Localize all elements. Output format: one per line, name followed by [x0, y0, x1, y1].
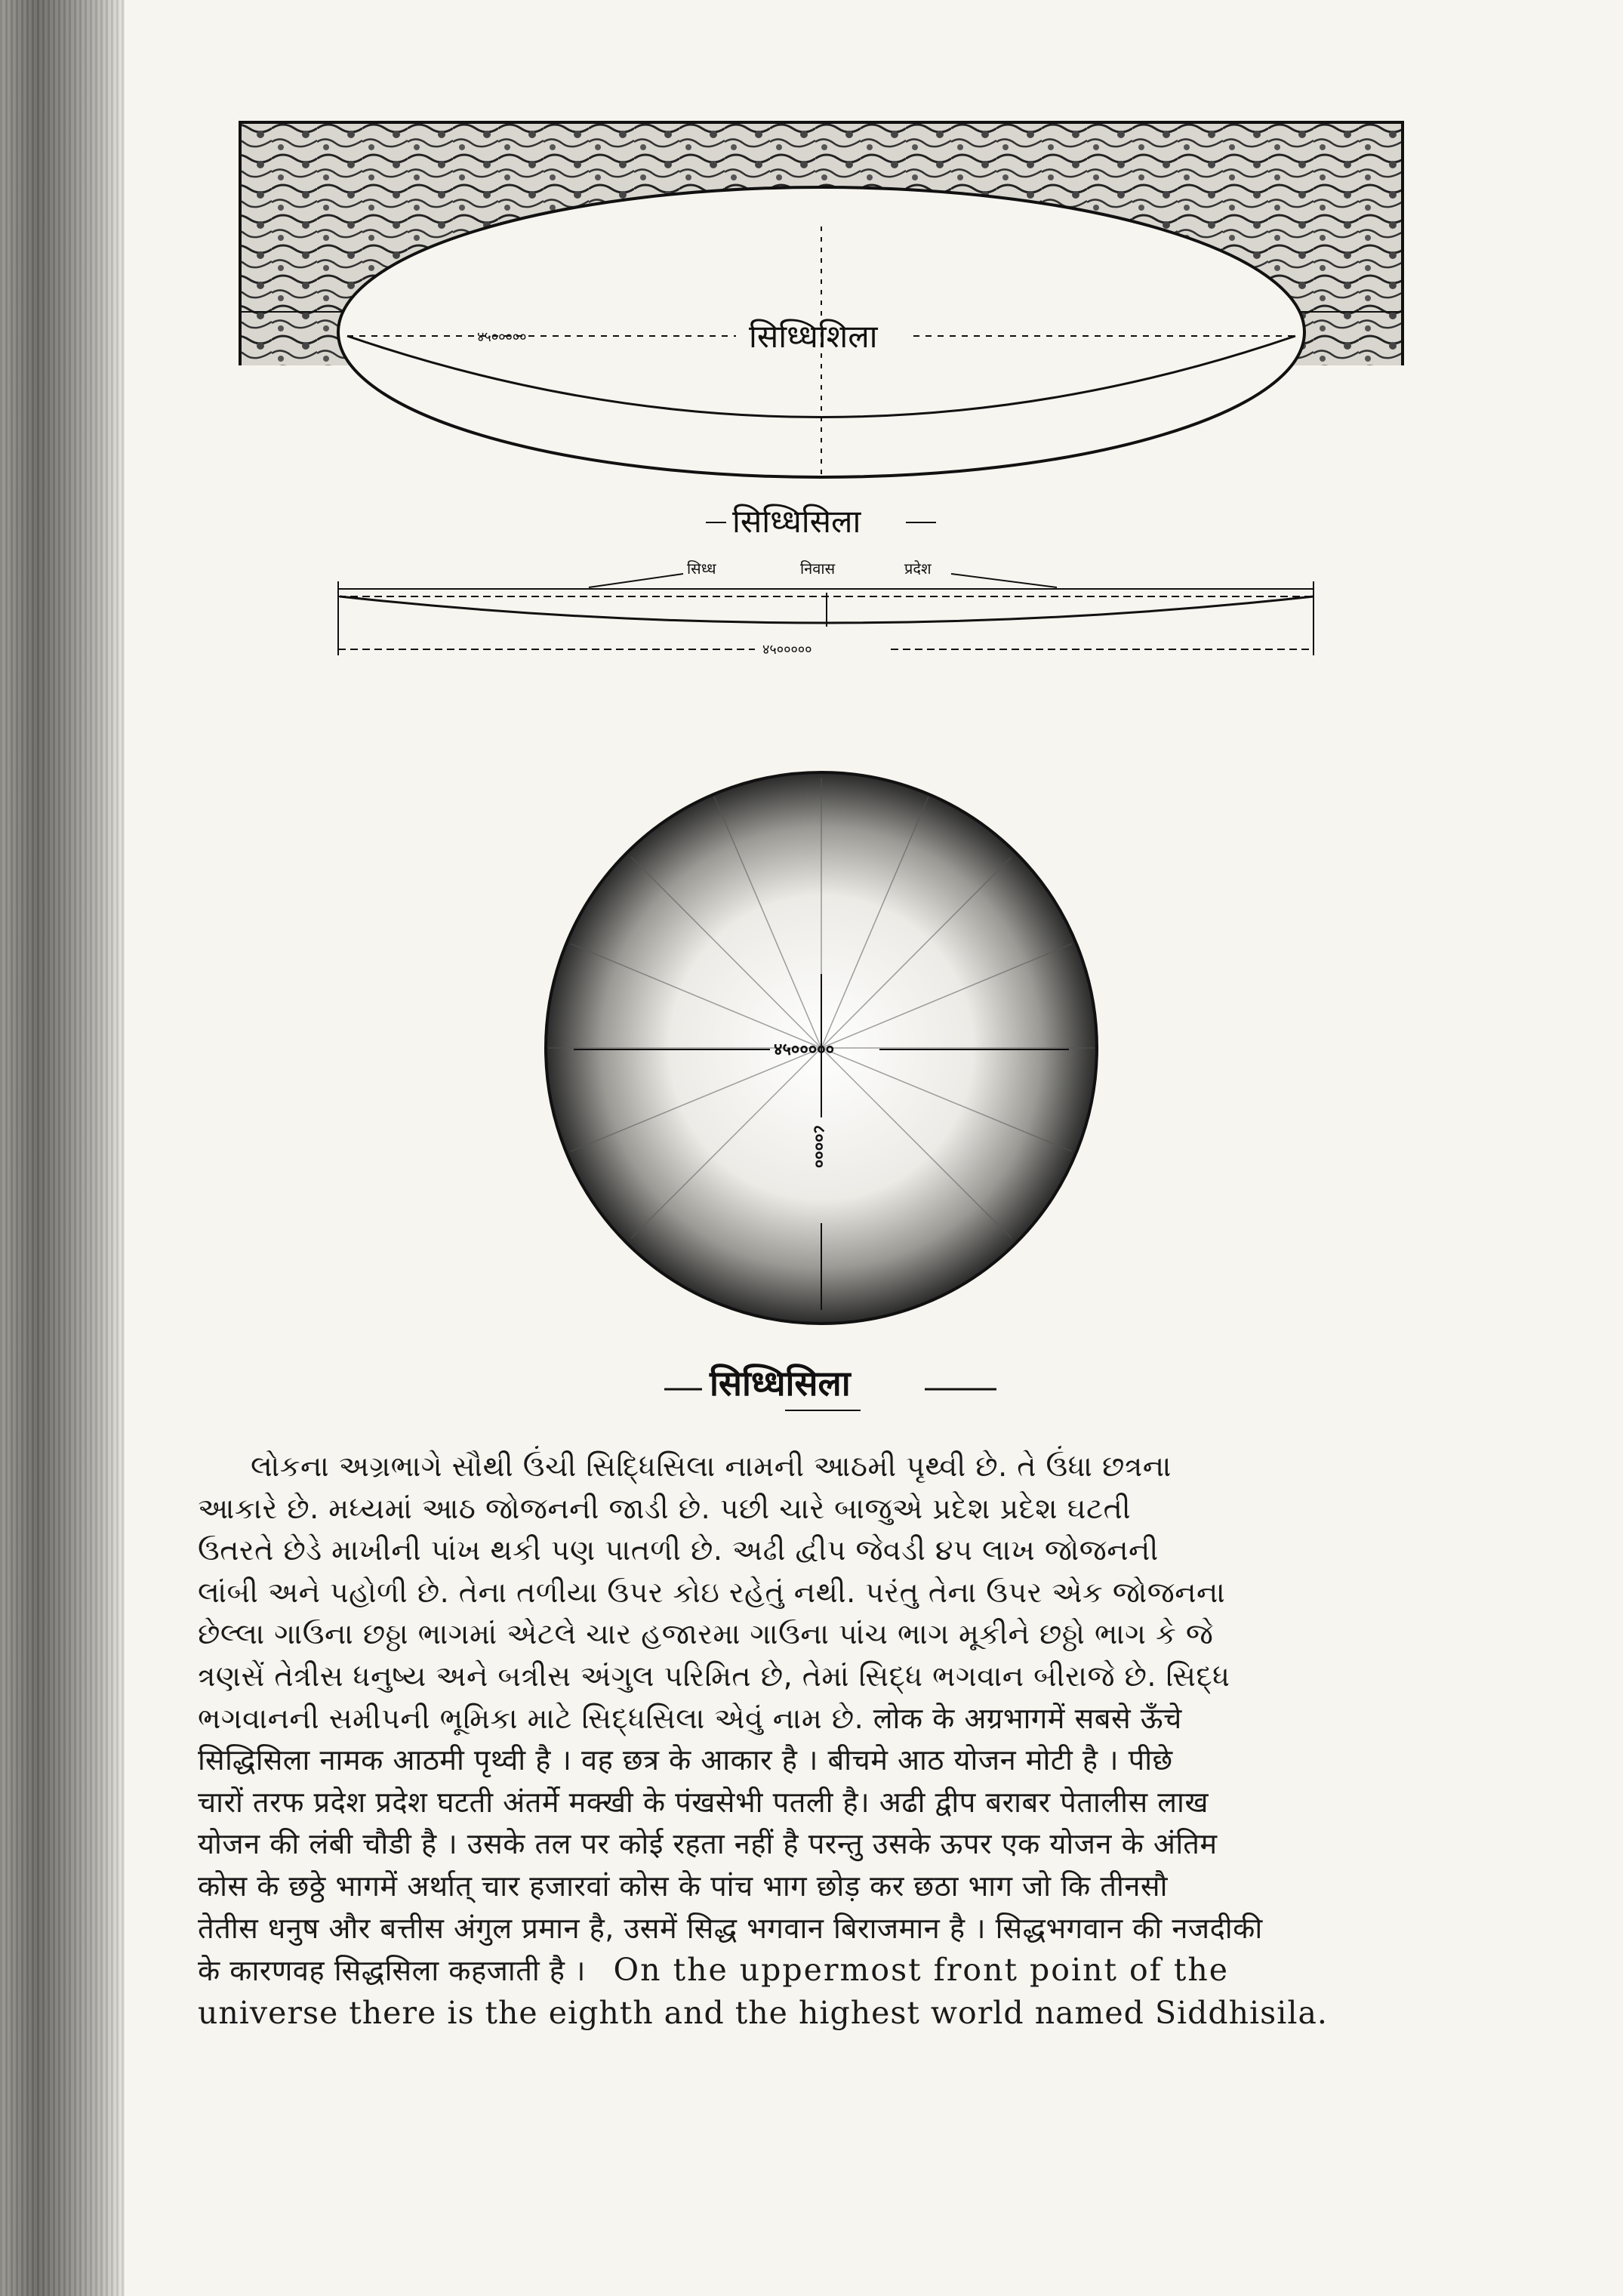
figure-2-title: सिध्धिसिला: [732, 503, 861, 540]
text-line-10: योजन की लंबी चौडी है । उसके तल पर कोई रहता नहीं है परन्तु उसके ऊपर एक योजन के अंतिम: [198, 1827, 1218, 1861]
text-line-9: चारों तरफ प्रदेश प्रदेश घटती अंतर्मे मक्खी के पंखसेभी पतली है। अढी द्वीप बराबर पेतालीस लाख: [198, 1785, 1209, 1819]
text-line-14: universe there is the eighth and the highest world named Siddhisila.: [198, 1994, 1328, 2031]
text-line-2: આકારે છે. મધ્યમાં આઠ જોજનની જાડી છે. પછી ચારે બાજુએ પ્રદેશ પ્રદેશ ઘટતી: [198, 1491, 1132, 1525]
text-line-4: લાંબી અને પહોળી છે. તેના તળીયા ઉપર કોઇ રહેતું નથી. પરંતુ તેના ઉપર એક જોજનના: [198, 1575, 1226, 1609]
text-line-13-hindi: के कारणवह सिद्धसिला कहजाती है ।: [198, 1954, 586, 1988]
text-line-11: कोस के छठ्ठे भागमें अर्थात् चार हजारवां कोस के पांच भाग छोड़ कर छठा भाग जो कि तीनसौ: [198, 1869, 1168, 1903]
body-text: [198, 1446, 1447, 2034]
text-line-8: सिद्धिसिला नामक आठमी पृथ्वी है । वह छत्र के आकार है । बीचमे आठ योजन मोटी है । पीछे: [198, 1743, 1173, 1777]
figure-2-dimension: ४५०००००: [762, 642, 812, 658]
text-line-5: છેલ્લા ગાઉના છઠ્ઠા ભાગમાં એટલે ચાર હજારમા ગાઉના પાંચ ભાગ મૂકીને છઠ્ઠો ભાગ કે જે: [198, 1617, 1214, 1651]
figure-2-label-right: प्रदेश: [904, 559, 932, 578]
figure-2-label-left: सिध्ध: [687, 559, 716, 578]
text-line-12: तेतीस धनुष और बत्तीस अंगुल प्रमान है, उसमें सिद्ध भगवान बिराजमान है । सिद्धभगवान की नजदीकी: [198, 1911, 1263, 1945]
text-line-13-english: On the uppermost front point of the: [613, 1952, 1230, 1989]
text-line-6: ત્રણસેં તેત્રીસ ધનુષ્ય અને બત્રીસ અંગુલ પરિમિત છે, તેમાં સિદ્ધ ભગવાન બીરાજે છે. સિદ્ધ: [198, 1659, 1230, 1693]
text-line-7: ભગવાનની સમીપની ભૂમિકા માટે સિદ્ધસિલા એવું નામ છે. लोक के अग्रभागमें सबसे ऊँचे: [198, 1701, 1182, 1735]
text-line-1: લોકના અગ્રભાગે સૌથી ઉંચી સિદ્ધિસિલા નામની આઠમી પૃથ્વી છે. તે ઉંધા છત્રના: [251, 1450, 1172, 1483]
figure-3-dimension-horizontal: ४५०००००: [774, 1040, 835, 1059]
figure-1-dimension: ४५०००००: [477, 329, 527, 345]
figure-1-title: सिध्धिशिला: [749, 318, 878, 355]
text-line-13: [198, 1949, 1447, 1992]
figure-2-label-mid: निवास: [800, 559, 836, 578]
figure-3-title: सिध्धिसिला: [710, 1363, 851, 1404]
text-line-3: ઉતરતે છેડે માખીની પાંખ થકી પણ પાતળી છે. અઢી દ્વીપ જેવડી ૪૫ લાખ જોજનની: [198, 1533, 1159, 1567]
figure-3-dimension-vertical: ८००००: [809, 1125, 828, 1169]
